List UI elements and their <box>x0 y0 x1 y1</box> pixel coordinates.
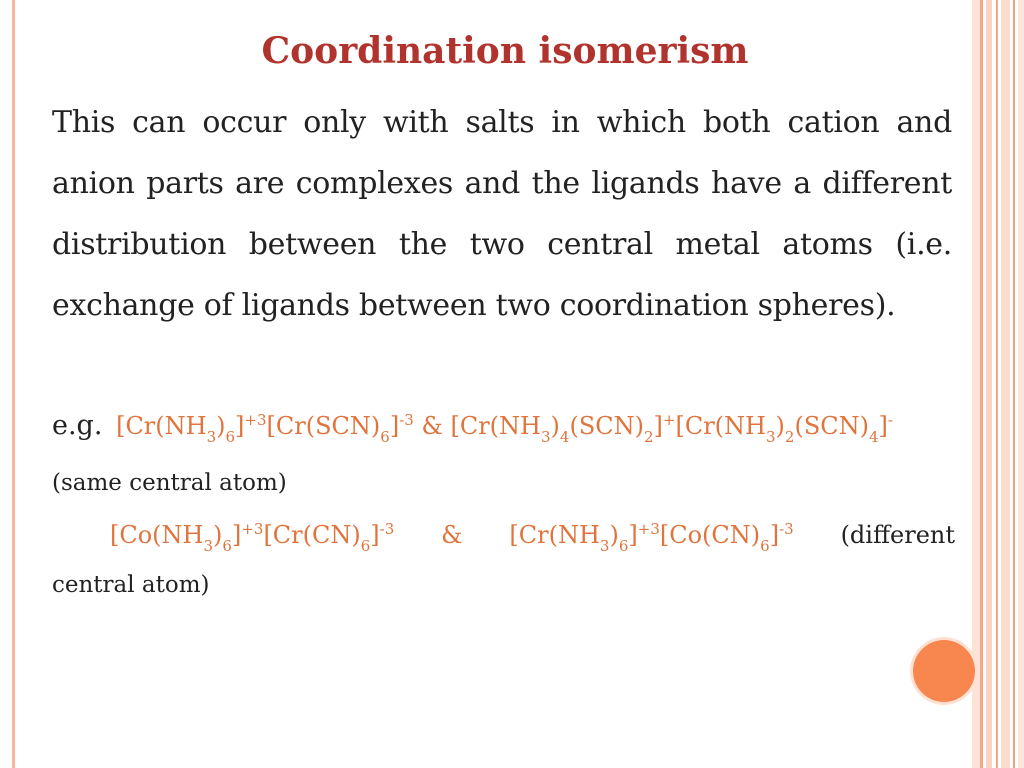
note-different-central-atom: central atom) <box>52 572 210 598</box>
decorative-orange-circle <box>913 640 975 702</box>
note-different-start: (different <box>840 521 955 549</box>
example-line-1 <box>52 410 962 444</box>
amp-2: & <box>441 521 463 549</box>
right-decorative-stripes <box>972 0 1024 768</box>
formula-2b: $[Cr(NH_3)_6]^{+3}[Co(CN)_6]^{-3}$ <box>509 520 794 555</box>
amp-1: & <box>421 412 443 440</box>
example-line-2 <box>110 520 955 553</box>
formula-2a: $[Co(NH_3)_6]^{+3}[Cr(CN)_6]^{-3}$ <box>110 520 395 555</box>
body-paragraph: This can occur only with salts in which both cation and anion parts are complexes and the ligands have a different distribution between the two central metal atoms (i.e. exchange of ligands between two coordination spheres). <box>52 105 952 323</box>
note-same-central-atom: (same central atom) <box>52 470 287 496</box>
left-border <box>12 0 15 768</box>
slide-title: Coordination isomerism <box>261 30 749 72</box>
formula-1a: $[Cr(NH_3)_6]^{+3}[Cr(SCN)_6]^{-3}$ <box>116 411 414 446</box>
eg-label: e.g. <box>52 410 103 441</box>
formula-1b: $[Cr(NH_3)_4(SCN)_2]^+[Cr(NH_3)_2(SCN)_4]^-$ <box>450 411 893 446</box>
